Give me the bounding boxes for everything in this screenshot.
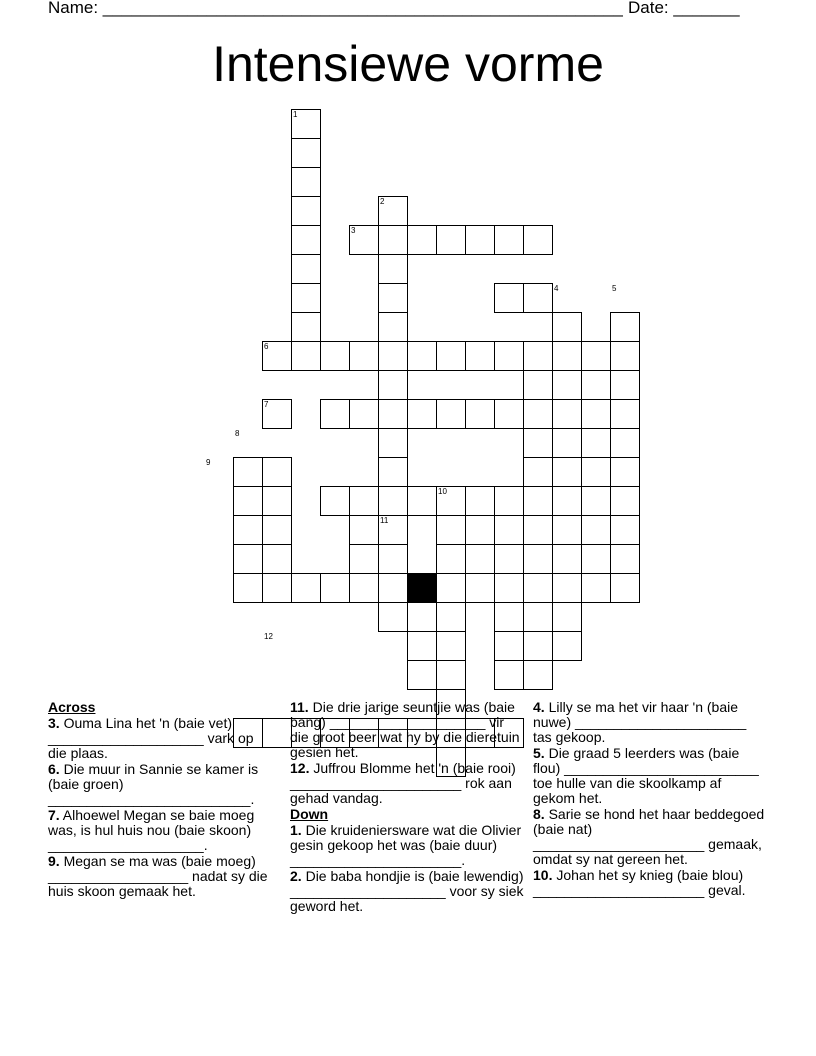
- clue-number: 7.: [48, 807, 60, 823]
- grid-cell[interactable]: [378, 225, 408, 255]
- grid-cell[interactable]: [610, 515, 640, 545]
- grid-cell[interactable]: [581, 486, 611, 516]
- clue-number-label: 12: [264, 632, 273, 641]
- across-heading: Across: [48, 699, 96, 715]
- across-clue-list-continued: [290, 700, 525, 806]
- grid-cell[interactable]: [552, 399, 582, 429]
- clue-number: 3.: [48, 715, 60, 731]
- grid-cell[interactable]: [581, 341, 611, 371]
- clue-text: Die graad 5 leerders was (baie flou) _________________________ toe hulle van die skoolkamp af gekom het.: [533, 745, 759, 806]
- grid-cell[interactable]: [581, 428, 611, 458]
- grid-cell[interactable]: [494, 660, 524, 690]
- grid-cell[interactable]: [494, 544, 524, 574]
- grid-cell[interactable]: [552, 370, 582, 400]
- clue-number-label: 3: [351, 226, 356, 235]
- grid-cell[interactable]: [610, 544, 640, 574]
- clue-number-label: 5: [612, 284, 617, 293]
- grid-cell[interactable]: [552, 544, 582, 574]
- grid-cell[interactable]: [291, 341, 321, 371]
- grid-cell[interactable]: [436, 573, 466, 603]
- clue-number-label: 8: [235, 429, 240, 438]
- clue-number: 12.: [290, 760, 310, 776]
- grid-cell[interactable]: [610, 370, 640, 400]
- grid-cell[interactable]: [378, 370, 408, 400]
- across-clue-list: [48, 716, 276, 899]
- grid-cell[interactable]: [494, 341, 524, 371]
- clue-text: Die baba hondjie is (baie lewendig) ____________________ voor sy siek geword het.: [290, 868, 524, 914]
- grid-cell[interactable]: [349, 399, 379, 429]
- grid-cell[interactable]: [233, 486, 263, 516]
- clue-text: Johan het sy knieg (baie blou) ______________________ geval.: [533, 867, 746, 898]
- blocked-cell: [407, 573, 437, 603]
- grid-cell[interactable]: [465, 486, 495, 516]
- grid-cell[interactable]: [523, 225, 553, 255]
- grid-cell[interactable]: [436, 631, 466, 661]
- clue-item: [533, 700, 765, 745]
- clue-number-label: 1: [293, 110, 298, 119]
- clues-column-left: [48, 700, 276, 900]
- grid-cell[interactable]: [523, 515, 553, 545]
- clue-text: Ouma Lina het 'n (baie vet) ____________________ vark op die plaas.: [48, 715, 254, 761]
- date-field-label: Date: _______: [628, 0, 740, 17]
- clue-item: [290, 823, 525, 868]
- grid-cell[interactable]: [320, 486, 350, 516]
- grid-cell[interactable]: [552, 515, 582, 545]
- grid-cell[interactable]: [552, 428, 582, 458]
- clue-text: Die kruideniersware wat die Olivier gesin gekoop het was (baie duur) ______________________.: [290, 822, 522, 868]
- grid-cell[interactable]: [494, 399, 524, 429]
- grid-cell[interactable]: [465, 515, 495, 545]
- grid-cell[interactable]: [523, 428, 553, 458]
- grid-cell[interactable]: [581, 573, 611, 603]
- grid-cell[interactable]: [581, 544, 611, 574]
- grid-cell[interactable]: [378, 486, 408, 516]
- clue-number-label: 6: [264, 342, 269, 351]
- grid-cell[interactable]: [610, 457, 640, 487]
- grid-cell[interactable]: [320, 341, 350, 371]
- grid-cell[interactable]: [581, 399, 611, 429]
- grid-cell[interactable]: [465, 399, 495, 429]
- grid-cell[interactable]: [523, 341, 553, 371]
- grid-cell[interactable]: [523, 283, 553, 313]
- clue-number: 4.: [533, 699, 545, 715]
- grid-cell[interactable]: [378, 254, 408, 284]
- puzzle-title: Intensiewe vorme: [212, 36, 604, 92]
- grid-cell[interactable]: [291, 167, 321, 197]
- grid-cell[interactable]: [523, 573, 553, 603]
- grid-cell[interactable]: [552, 341, 582, 371]
- grid-cell[interactable]: [523, 660, 553, 690]
- grid-cell[interactable]: [552, 457, 582, 487]
- clue-text: Megan se ma was (baie moeg) __________________ nadat sy die huis skoon gemaak het.: [48, 853, 268, 899]
- clue-number: 6.: [48, 761, 60, 777]
- grid-cell[interactable]: [436, 225, 466, 255]
- grid-cell[interactable]: [378, 602, 408, 632]
- grid-cell[interactable]: [233, 515, 263, 545]
- grid-cell[interactable]: [465, 573, 495, 603]
- clue-number: 9.: [48, 853, 60, 869]
- grid-cell[interactable]: [436, 602, 466, 632]
- grid-cell[interactable]: [291, 225, 321, 255]
- grid-cell[interactable]: [465, 544, 495, 574]
- grid-cell[interactable]: [523, 631, 553, 661]
- clue-number: 2.: [290, 868, 302, 884]
- grid-cell[interactable]: [291, 283, 321, 313]
- down-heading: Down: [290, 806, 329, 822]
- grid-cell[interactable]: [378, 573, 408, 603]
- grid-cell[interactable]: [523, 486, 553, 516]
- grid-cell[interactable]: [436, 515, 466, 545]
- grid-cell[interactable]: [378, 399, 408, 429]
- grid-cell[interactable]: [610, 399, 640, 429]
- clue-item: [48, 854, 276, 899]
- clue-text: Lilly se ma het vir haar 'n (baie nuwe) ______________________ tas gekoop.: [533, 699, 747, 745]
- clue-item: [48, 762, 276, 807]
- grid-cell[interactable]: [291, 196, 321, 226]
- clues-column-middle: [290, 700, 525, 915]
- grid-cell[interactable]: [407, 225, 437, 255]
- clue-item: [290, 761, 525, 806]
- clue-number-label: 7: [264, 400, 269, 409]
- clue-number-label: 10: [438, 487, 447, 496]
- clue-number-label: 9: [206, 458, 211, 467]
- grid-cell[interactable]: [291, 312, 321, 342]
- grid-cell[interactable]: [552, 602, 582, 632]
- grid-cell[interactable]: [349, 341, 379, 371]
- grid-cell[interactable]: [552, 312, 582, 342]
- grid-cell[interactable]: [436, 544, 466, 574]
- grid-cell[interactable]: [610, 341, 640, 371]
- grid-cell[interactable]: [552, 573, 582, 603]
- clue-number-label: 11: [380, 516, 389, 525]
- grid-cell[interactable]: [436, 660, 466, 690]
- clue-item: [290, 869, 525, 914]
- grid-cell[interactable]: [407, 631, 437, 661]
- grid-cell[interactable]: [523, 399, 553, 429]
- grid-cell[interactable]: [378, 428, 408, 458]
- grid-cell[interactable]: [349, 573, 379, 603]
- clue-item: [48, 808, 276, 853]
- grid-cell[interactable]: [262, 457, 292, 487]
- grid-cell[interactable]: [494, 225, 524, 255]
- grid-cell[interactable]: [378, 544, 408, 574]
- clue-number: 5.: [533, 745, 545, 761]
- clue-text: Juffrou Blomme het 'n (baie rooi) ______________________ rok aan gehad vandag.: [290, 760, 516, 806]
- clue-item: [533, 807, 765, 867]
- grid-cell[interactable]: [262, 544, 292, 574]
- grid-cell[interactable]: [378, 283, 408, 313]
- grid-cell[interactable]: [291, 138, 321, 168]
- grid-cell[interactable]: [291, 573, 321, 603]
- down-clue-list-continued: [533, 700, 765, 898]
- grid-cell[interactable]: [581, 370, 611, 400]
- grid-cell[interactable]: [610, 428, 640, 458]
- grid-cell[interactable]: [523, 457, 553, 487]
- clue-text: Alhoewel Megan se baie moeg was, is hul huis nou (baie skoon) ____________________.: [48, 807, 255, 853]
- grid-cell[interactable]: [494, 515, 524, 545]
- clue-text: Sarie se hond het haar beddegoed (baie nat) ______________________ gemaak, omdat sy nat gereen het.: [533, 806, 765, 867]
- grid-cell[interactable]: [349, 515, 379, 545]
- clue-item: [48, 716, 276, 761]
- grid-cell[interactable]: [262, 573, 292, 603]
- clue-number-label: 4: [554, 284, 559, 293]
- clue-number-label: 2: [380, 197, 385, 206]
- grid-cell[interactable]: [320, 573, 350, 603]
- down-clue-list: [290, 823, 525, 914]
- grid-cell[interactable]: [349, 544, 379, 574]
- grid-cell[interactable]: [610, 573, 640, 603]
- clue-item: [290, 700, 525, 760]
- grid-cell[interactable]: [436, 341, 466, 371]
- grid-cell[interactable]: [610, 486, 640, 516]
- grid-cell[interactable]: [291, 254, 321, 284]
- grid-cell[interactable]: [378, 457, 408, 487]
- clue-text: Die muur in Sannie se kamer is (baie groen) __________________________.: [48, 761, 259, 807]
- grid-cell[interactable]: [407, 660, 437, 690]
- grid-cell[interactable]: [407, 341, 437, 371]
- grid-cell[interactable]: [436, 399, 466, 429]
- clue-item: [533, 868, 765, 898]
- grid-cell[interactable]: [494, 631, 524, 661]
- grid-cell[interactable]: [407, 486, 437, 516]
- name-field-label: Name: _______________________________________________________: [48, 0, 623, 17]
- grid-cell[interactable]: [523, 370, 553, 400]
- grid-cell[interactable]: [494, 486, 524, 516]
- clue-item: [533, 746, 765, 806]
- clues-column-right: [533, 700, 765, 899]
- grid-cell[interactable]: [465, 341, 495, 371]
- grid-cell[interactable]: [320, 399, 350, 429]
- clue-number: 10.: [533, 867, 553, 883]
- clue-number: 1.: [290, 822, 302, 838]
- grid-cell[interactable]: [552, 486, 582, 516]
- grid-cell[interactable]: [581, 457, 611, 487]
- grid-cell[interactable]: [407, 602, 437, 632]
- grid-cell[interactable]: [378, 312, 408, 342]
- grid-cell[interactable]: [262, 486, 292, 516]
- clue-number: 11.: [290, 699, 309, 715]
- grid-cell[interactable]: [378, 341, 408, 371]
- grid-cell[interactable]: [262, 515, 292, 545]
- grid-cell[interactable]: [407, 399, 437, 429]
- clue-text: Die drie jarige seuntjie was (baie bang) ____________________ vir die groot beer wat hy by die dieretuin gesien het.: [290, 699, 520, 760]
- grid-cell[interactable]: [465, 225, 495, 255]
- grid-cell[interactable]: [523, 602, 553, 632]
- grid-cell[interactable]: [233, 544, 263, 574]
- grid-cell[interactable]: [494, 602, 524, 632]
- grid-cell[interactable]: [494, 283, 524, 313]
- grid-cell[interactable]: [233, 457, 263, 487]
- grid-cell[interactable]: [349, 486, 379, 516]
- clue-number: 8.: [533, 806, 545, 822]
- grid-cell[interactable]: [552, 631, 582, 661]
- grid-cell[interactable]: [610, 312, 640, 342]
- grid-cell[interactable]: [233, 573, 263, 603]
- grid-cell[interactable]: [581, 515, 611, 545]
